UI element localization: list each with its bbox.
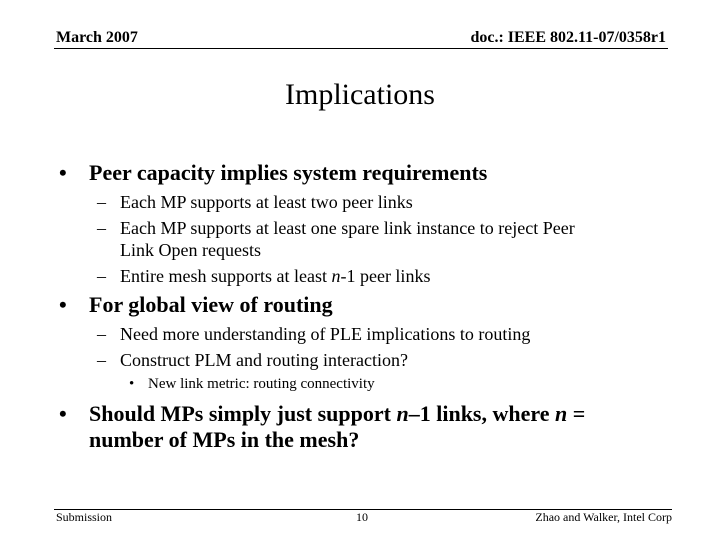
dash-icon: – [97, 192, 106, 212]
small-bullet-icon: • [129, 376, 135, 392]
bullet-1-sub-2-line-1: Each MP supports at least one spare link instance to reject Peer [120, 218, 575, 238]
bullet-2-sub-2-text: Construct PLM and routing interaction? [120, 350, 408, 370]
header-rule [54, 48, 668, 49]
dash-icon: – [97, 266, 106, 286]
dash-icon: – [97, 350, 106, 370]
bullet-3-pre: Should MPs simply just support [89, 401, 397, 426]
bullet-1-sub-1-text: Each MP supports at least two peer links [120, 192, 413, 212]
bullet-2-text: For global view of routing [89, 292, 333, 317]
bullet-2-subsub-1-text: New link metric: routing connectivity [148, 376, 375, 392]
variable-n: n [555, 401, 568, 426]
footer-author: Zhao and Walker, Intel Corp [535, 510, 672, 524]
header-doc-id: doc.: IEEE 802.11-07/0358r1 [470, 29, 666, 46]
footer-page-number: 10 [356, 510, 368, 524]
sub-3-pre: Entire mesh supports at least [120, 266, 332, 286]
bullet-3-mid: –1 links, where [408, 401, 556, 426]
variable-n: n [331, 266, 341, 286]
header-date: March 2007 [56, 29, 138, 46]
bullet-dot-icon: • [59, 292, 67, 317]
dash-icon: – [97, 218, 106, 238]
bullet-2-sub-1-text: Need more understanding of PLE implications to routing [120, 324, 531, 344]
bullet-dot-icon: • [59, 160, 67, 185]
variable-n: n [396, 401, 409, 426]
bullet-dot-icon: • [59, 401, 67, 426]
bullet-3-line-2: number of MPs in the mesh? [89, 427, 360, 452]
slide-title: Implications [285, 78, 435, 111]
bullet-1-text: Peer capacity implies system requirements [89, 160, 488, 185]
bullet-1-sub-3-text [120, 266, 430, 287]
bullet-1-sub-2-line-2: Link Open requests [120, 240, 261, 260]
dash-icon: – [97, 324, 106, 344]
sub-3-post: -1 peer links [340, 266, 431, 286]
bullet-3-post: = [567, 401, 586, 426]
bullet-3-line-1 [89, 401, 585, 427]
footer-submission: Submission [56, 510, 113, 524]
